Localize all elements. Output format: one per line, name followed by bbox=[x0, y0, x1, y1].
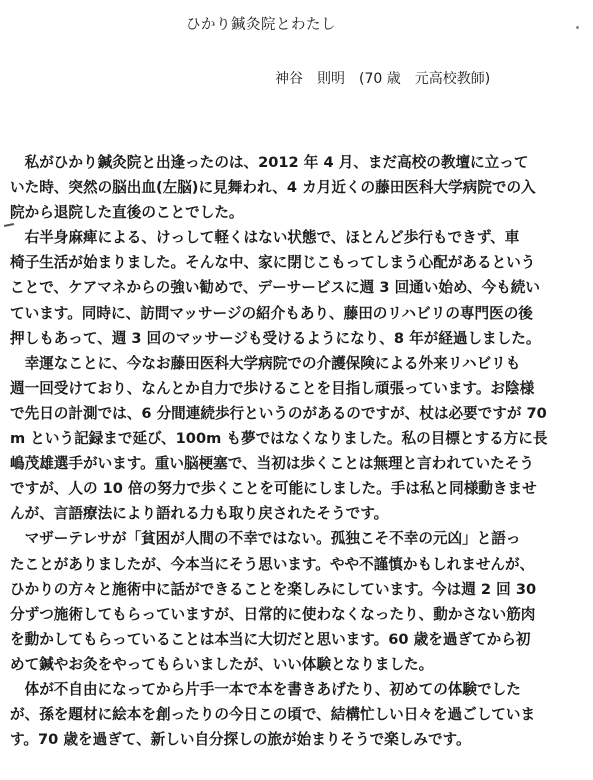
body-line: を動かしてもらっていることは本当に大切だと思います。60 歳を過ぎてから初 bbox=[10, 630, 531, 648]
body-line: 院から退院した直後のことでした。 bbox=[10, 204, 244, 222]
document-body bbox=[10, 150, 590, 752]
body-line: 週一回受けており、なんとか自力で歩けることを目指し頑張っています。お陰様 bbox=[10, 379, 535, 397]
body-line: す。70 歳を過ぎて、新しい自分探しの旅が始まりそうで楽しみです。 bbox=[10, 731, 471, 749]
body-line: 押しもあって、週 3 回のマッサージも受けるようになり、8 年が経過しました。 bbox=[10, 329, 541, 347]
body-line: 分ずつ施術してもらっていますが、日常的に使わなくなったり、動かさない筋肉 bbox=[10, 605, 536, 623]
body-line: が、孫を題材に絵本を創ったりの今日この頃で、結構忙しい日々を過ごしていま bbox=[10, 706, 536, 724]
body-line: で先日の計測では、6 分間連続歩行というのがあるのですが、杖は必要ですが 70 bbox=[10, 404, 547, 422]
body-line: 私がひかり鍼灸院と出逢ったのは、2012 年 4 月、まだ高校の教壇に立って bbox=[10, 154, 529, 171]
body-line: 体が不自由になってから片手一本で本を書きあげたり、初めての体験でした bbox=[10, 680, 521, 698]
body-line: m という記録まで延び、100m も夢ではなくなりました。私の目標とする方に長 bbox=[10, 430, 548, 448]
author-byline: 神谷 則明 (70 歳 元高校教師) bbox=[275, 71, 491, 87]
body-line: マザーテレサが「貧困が人間の不幸ではない。孤独こそ不幸の元凶」と語っ bbox=[10, 530, 521, 548]
document-title: ひかり鍼灸院とわたし bbox=[186, 17, 336, 33]
body-line: 右半身麻痺による、けっして軽くはない状態で、ほとんど歩行もできず、車 bbox=[10, 229, 520, 247]
body-line: いた時、突然の脳出血(左脳)に見舞われ、4 カ月近くの藤田医科大学病院での入 bbox=[10, 179, 536, 197]
body-line: めて鍼やお灸をやってもらいましたが、いい体験となりました。 bbox=[10, 655, 434, 673]
body-line: たことがありましたが、今本当にそう思います。やや不謹慎かもしれませんが、 bbox=[10, 555, 535, 573]
body-line: ことで、ケアマネからの強い勧めで、デーサービスに週 3 回通い始め、今も続い bbox=[10, 279, 540, 297]
body-line: ています。同時に、訪問マッサージの紹介もあり、藤田のリハビリの専門医の後 bbox=[10, 304, 533, 322]
scan-speck bbox=[576, 26, 579, 29]
body-line: ですが、人の 10 倍の努力で歩くことを可能にしました。手は私と同様動きませ bbox=[10, 480, 537, 498]
body-line: 幸運なことに、今なお藤田医科大学病院での介護保険による外来リハビリも bbox=[10, 354, 521, 372]
body-line: んが、言語療法により語れる力も取り戻されたそうです。 bbox=[10, 505, 389, 523]
body-line: 椅子生活が始まりました。そんな中、家に閉じこもってしまう心配があるという bbox=[10, 254, 536, 272]
body-line: 嶋茂雄選手がいます。重い脳梗塞で、当初は歩くことは無理と言われていたそう bbox=[10, 455, 534, 473]
body-line: ひかりの方々と施術中に話ができることを楽しみにしています。今は週 2 回 30 bbox=[10, 580, 537, 598]
